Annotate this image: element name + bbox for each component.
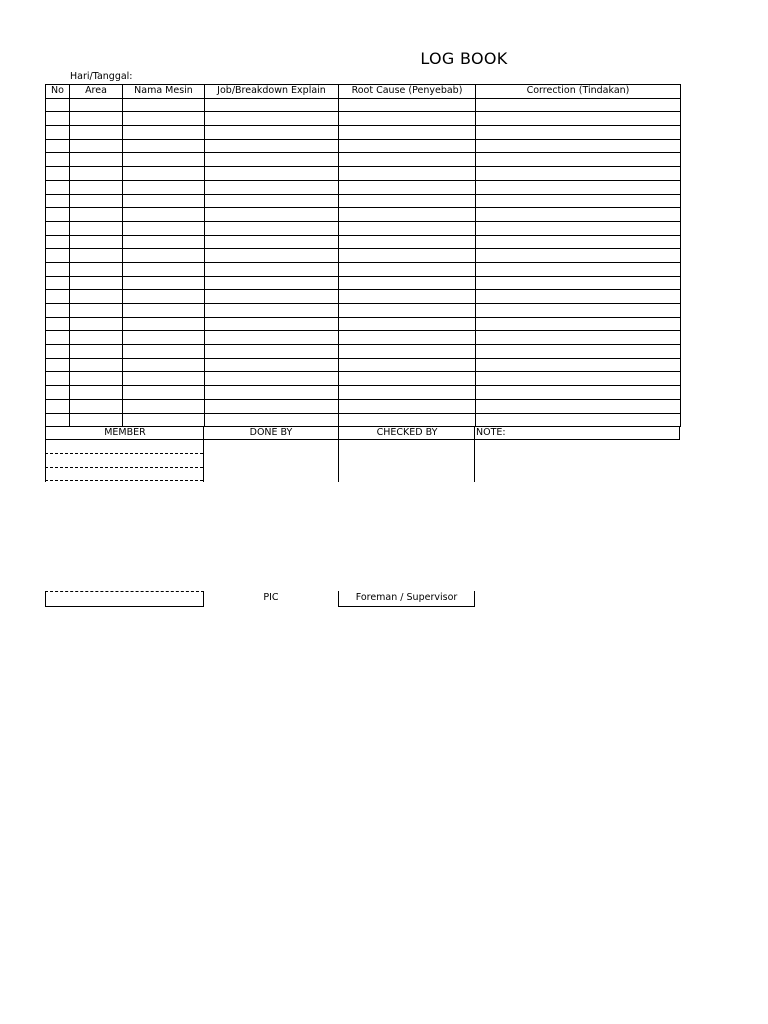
table-cell[interactable] bbox=[46, 167, 70, 181]
table-row bbox=[46, 249, 681, 263]
table-cell[interactable] bbox=[70, 126, 123, 140]
table-cell[interactable] bbox=[476, 153, 681, 167]
col-header-correction: Correction (Tindakan) bbox=[476, 85, 681, 99]
table-cell[interactable] bbox=[205, 249, 339, 263]
table-cell[interactable] bbox=[70, 399, 123, 413]
table-cell[interactable] bbox=[339, 290, 476, 304]
table-cell[interactable] bbox=[70, 372, 123, 386]
table-cell[interactable] bbox=[339, 98, 476, 112]
table-cell[interactable] bbox=[476, 399, 681, 413]
table-cell[interactable] bbox=[205, 180, 339, 194]
table-cell[interactable] bbox=[123, 413, 205, 427]
table-cell[interactable] bbox=[123, 126, 205, 140]
table-cell[interactable] bbox=[46, 139, 70, 153]
table-cell[interactable] bbox=[70, 112, 123, 126]
table-cell[interactable] bbox=[46, 345, 70, 359]
table-cell[interactable] bbox=[123, 112, 205, 126]
table-cell[interactable] bbox=[123, 98, 205, 112]
table-cell[interactable] bbox=[339, 153, 476, 167]
log-table-body bbox=[46, 98, 681, 427]
table-cell[interactable] bbox=[46, 221, 70, 235]
table-row bbox=[46, 345, 681, 359]
table-cell[interactable] bbox=[70, 386, 123, 400]
table-cell[interactable] bbox=[476, 372, 681, 386]
table-cell[interactable] bbox=[476, 345, 681, 359]
table-row bbox=[46, 262, 681, 276]
table-cell[interactable] bbox=[46, 304, 70, 318]
note-header: NOTE: bbox=[474, 426, 680, 440]
table-cell[interactable] bbox=[123, 180, 205, 194]
table-row bbox=[46, 194, 681, 208]
table-cell[interactable] bbox=[123, 249, 205, 263]
date-label: Hari/Tanggal: bbox=[70, 71, 133, 82]
table-cell[interactable] bbox=[123, 194, 205, 208]
log-table bbox=[45, 84, 681, 427]
col-header-no: No bbox=[46, 85, 70, 99]
table-cell[interactable] bbox=[70, 180, 123, 194]
signature-section bbox=[45, 426, 681, 482]
done-by-header: DONE BY bbox=[203, 426, 338, 440]
table-cell[interactable] bbox=[205, 221, 339, 235]
table-cell[interactable] bbox=[205, 399, 339, 413]
table-row bbox=[46, 208, 681, 222]
note-left-border bbox=[474, 440, 475, 482]
table-cell[interactable] bbox=[123, 372, 205, 386]
table-cell[interactable] bbox=[70, 235, 123, 249]
table-cell[interactable] bbox=[205, 153, 339, 167]
table-cell[interactable] bbox=[205, 304, 339, 318]
table-cell[interactable] bbox=[205, 126, 339, 140]
table-cell[interactable] bbox=[205, 290, 339, 304]
table-cell[interactable] bbox=[339, 331, 476, 345]
table-cell[interactable] bbox=[70, 194, 123, 208]
table-cell[interactable] bbox=[476, 112, 681, 126]
table-row bbox=[46, 235, 681, 249]
pic-label: PIC bbox=[203, 591, 338, 607]
table-row bbox=[46, 331, 681, 345]
table-cell[interactable] bbox=[205, 194, 339, 208]
table-cell[interactable] bbox=[476, 304, 681, 318]
table-cell[interactable] bbox=[123, 345, 205, 359]
table-cell[interactable] bbox=[476, 413, 681, 427]
member-header: MEMBER bbox=[45, 426, 204, 440]
table-cell[interactable] bbox=[339, 317, 476, 331]
table-cell[interactable] bbox=[339, 126, 476, 140]
table-cell[interactable] bbox=[476, 167, 681, 181]
table-cell[interactable] bbox=[123, 208, 205, 222]
table-cell[interactable] bbox=[46, 208, 70, 222]
table-cell[interactable] bbox=[70, 98, 123, 112]
table-cell[interactable] bbox=[476, 194, 681, 208]
table-cell[interactable] bbox=[123, 262, 205, 276]
table-cell[interactable] bbox=[205, 208, 339, 222]
member-signature-line-2 bbox=[45, 467, 203, 468]
table-cell[interactable] bbox=[339, 386, 476, 400]
table-cell[interactable] bbox=[205, 413, 339, 427]
table-row bbox=[46, 98, 681, 112]
table-cell[interactable] bbox=[205, 358, 339, 372]
table-cell[interactable] bbox=[476, 386, 681, 400]
table-cell[interactable] bbox=[123, 167, 205, 181]
table-cell[interactable] bbox=[70, 139, 123, 153]
table-cell[interactable] bbox=[46, 317, 70, 331]
table-cell[interactable] bbox=[205, 386, 339, 400]
table-cell[interactable] bbox=[476, 98, 681, 112]
table-cell[interactable] bbox=[123, 331, 205, 345]
table-cell[interactable] bbox=[46, 112, 70, 126]
table-cell[interactable] bbox=[70, 221, 123, 235]
member-left-border bbox=[45, 440, 46, 482]
table-cell[interactable] bbox=[476, 249, 681, 263]
table-cell[interactable] bbox=[339, 304, 476, 318]
table-row bbox=[46, 112, 681, 126]
table-cell[interactable] bbox=[46, 249, 70, 263]
table-cell[interactable] bbox=[476, 139, 681, 153]
table-cell[interactable] bbox=[476, 317, 681, 331]
table-cell[interactable] bbox=[70, 331, 123, 345]
signature-footer bbox=[45, 591, 475, 607]
table-cell[interactable] bbox=[339, 180, 476, 194]
table-cell[interactable] bbox=[46, 372, 70, 386]
table-cell[interactable] bbox=[70, 290, 123, 304]
table-cell[interactable] bbox=[339, 262, 476, 276]
table-cell[interactable] bbox=[46, 290, 70, 304]
table-cell[interactable] bbox=[70, 304, 123, 318]
table-cell[interactable] bbox=[339, 358, 476, 372]
table-cell[interactable] bbox=[476, 126, 681, 140]
table-cell[interactable] bbox=[476, 180, 681, 194]
table-cell[interactable] bbox=[70, 153, 123, 167]
table-cell[interactable] bbox=[476, 276, 681, 290]
table-row bbox=[46, 221, 681, 235]
table-row bbox=[46, 153, 681, 167]
table-cell[interactable] bbox=[123, 290, 205, 304]
footer-member-cell bbox=[45, 591, 204, 607]
table-row bbox=[46, 290, 681, 304]
table-cell[interactable] bbox=[70, 413, 123, 427]
table-cell[interactable] bbox=[339, 345, 476, 359]
table-cell[interactable] bbox=[70, 358, 123, 372]
table-cell[interactable] bbox=[46, 126, 70, 140]
table-cell[interactable] bbox=[205, 98, 339, 112]
table-cell[interactable] bbox=[205, 139, 339, 153]
table-cell[interactable] bbox=[123, 386, 205, 400]
table-cell[interactable] bbox=[123, 139, 205, 153]
table-cell[interactable] bbox=[70, 276, 123, 290]
table-cell[interactable] bbox=[476, 235, 681, 249]
checked-by-header: CHECKED BY bbox=[338, 426, 475, 440]
table-row bbox=[46, 399, 681, 413]
table-cell[interactable] bbox=[46, 386, 70, 400]
col-header-nama-mesin: Nama Mesin bbox=[123, 85, 205, 99]
table-row bbox=[46, 372, 681, 386]
done-by-left-border bbox=[203, 440, 204, 482]
table-row bbox=[46, 304, 681, 318]
table-cell[interactable] bbox=[46, 262, 70, 276]
table-cell[interactable] bbox=[123, 358, 205, 372]
table-cell[interactable] bbox=[476, 262, 681, 276]
table-row bbox=[46, 167, 681, 181]
table-cell[interactable] bbox=[123, 221, 205, 235]
table-cell[interactable] bbox=[205, 372, 339, 386]
table-cell[interactable] bbox=[123, 153, 205, 167]
table-row bbox=[46, 358, 681, 372]
table-cell[interactable] bbox=[205, 276, 339, 290]
table-cell[interactable] bbox=[205, 262, 339, 276]
table-cell[interactable] bbox=[70, 249, 123, 263]
table-cell[interactable] bbox=[46, 180, 70, 194]
table-cell[interactable] bbox=[339, 139, 476, 153]
table-cell[interactable] bbox=[46, 194, 70, 208]
table-cell[interactable] bbox=[70, 262, 123, 276]
col-header-root-cause: Root Cause (Penyebab) bbox=[339, 85, 476, 99]
table-cell[interactable] bbox=[339, 249, 476, 263]
table-cell[interactable] bbox=[339, 235, 476, 249]
table-cell[interactable] bbox=[205, 317, 339, 331]
page-title: LOG BOOK bbox=[420, 49, 508, 68]
table-cell[interactable] bbox=[339, 112, 476, 126]
table-cell[interactable] bbox=[205, 235, 339, 249]
checked-by-left-border bbox=[338, 440, 339, 482]
table-cell[interactable] bbox=[46, 153, 70, 167]
table-cell[interactable] bbox=[70, 167, 123, 181]
table-header-row bbox=[46, 85, 681, 99]
table-cell[interactable] bbox=[123, 399, 205, 413]
table-cell[interactable] bbox=[205, 167, 339, 181]
table-row bbox=[46, 413, 681, 427]
table-cell[interactable] bbox=[205, 112, 339, 126]
table-cell[interactable] bbox=[123, 317, 205, 331]
table-row bbox=[46, 139, 681, 153]
table-cell[interactable] bbox=[476, 290, 681, 304]
table-row bbox=[46, 180, 681, 194]
table-cell[interactable] bbox=[46, 331, 70, 345]
table-cell[interactable] bbox=[46, 399, 70, 413]
col-header-area: Area bbox=[70, 85, 123, 99]
table-cell[interactable] bbox=[70, 345, 123, 359]
table-cell[interactable] bbox=[339, 221, 476, 235]
table-cell[interactable] bbox=[46, 235, 70, 249]
table-cell[interactable] bbox=[339, 276, 476, 290]
table-cell[interactable] bbox=[70, 208, 123, 222]
table-cell[interactable] bbox=[339, 399, 476, 413]
table-cell[interactable] bbox=[476, 208, 681, 222]
table-cell[interactable] bbox=[46, 98, 70, 112]
table-cell[interactable] bbox=[339, 372, 476, 386]
table-cell[interactable] bbox=[476, 221, 681, 235]
table-cell[interactable] bbox=[46, 413, 70, 427]
table-cell[interactable] bbox=[476, 331, 681, 345]
member-signature-line-3 bbox=[45, 480, 203, 481]
col-header-job-breakdown: Job/Breakdown Explain bbox=[205, 85, 339, 99]
table-cell[interactable] bbox=[70, 317, 123, 331]
table-row bbox=[46, 276, 681, 290]
table-cell[interactable] bbox=[476, 358, 681, 372]
table-row bbox=[46, 317, 681, 331]
table-cell[interactable] bbox=[339, 167, 476, 181]
table-cell[interactable] bbox=[46, 276, 70, 290]
table-cell[interactable] bbox=[339, 208, 476, 222]
table-cell[interactable] bbox=[123, 235, 205, 249]
table-row bbox=[46, 126, 681, 140]
table-cell[interactable] bbox=[123, 276, 205, 290]
table-cell[interactable] bbox=[339, 413, 476, 427]
table-cell[interactable] bbox=[339, 194, 476, 208]
table-cell[interactable] bbox=[46, 358, 70, 372]
table-cell[interactable] bbox=[205, 331, 339, 345]
table-cell[interactable] bbox=[123, 304, 205, 318]
table-cell[interactable] bbox=[205, 345, 339, 359]
table-row bbox=[46, 386, 681, 400]
member-signature-line-1 bbox=[45, 453, 203, 454]
foreman-label: Foreman / Supervisor bbox=[338, 591, 475, 607]
